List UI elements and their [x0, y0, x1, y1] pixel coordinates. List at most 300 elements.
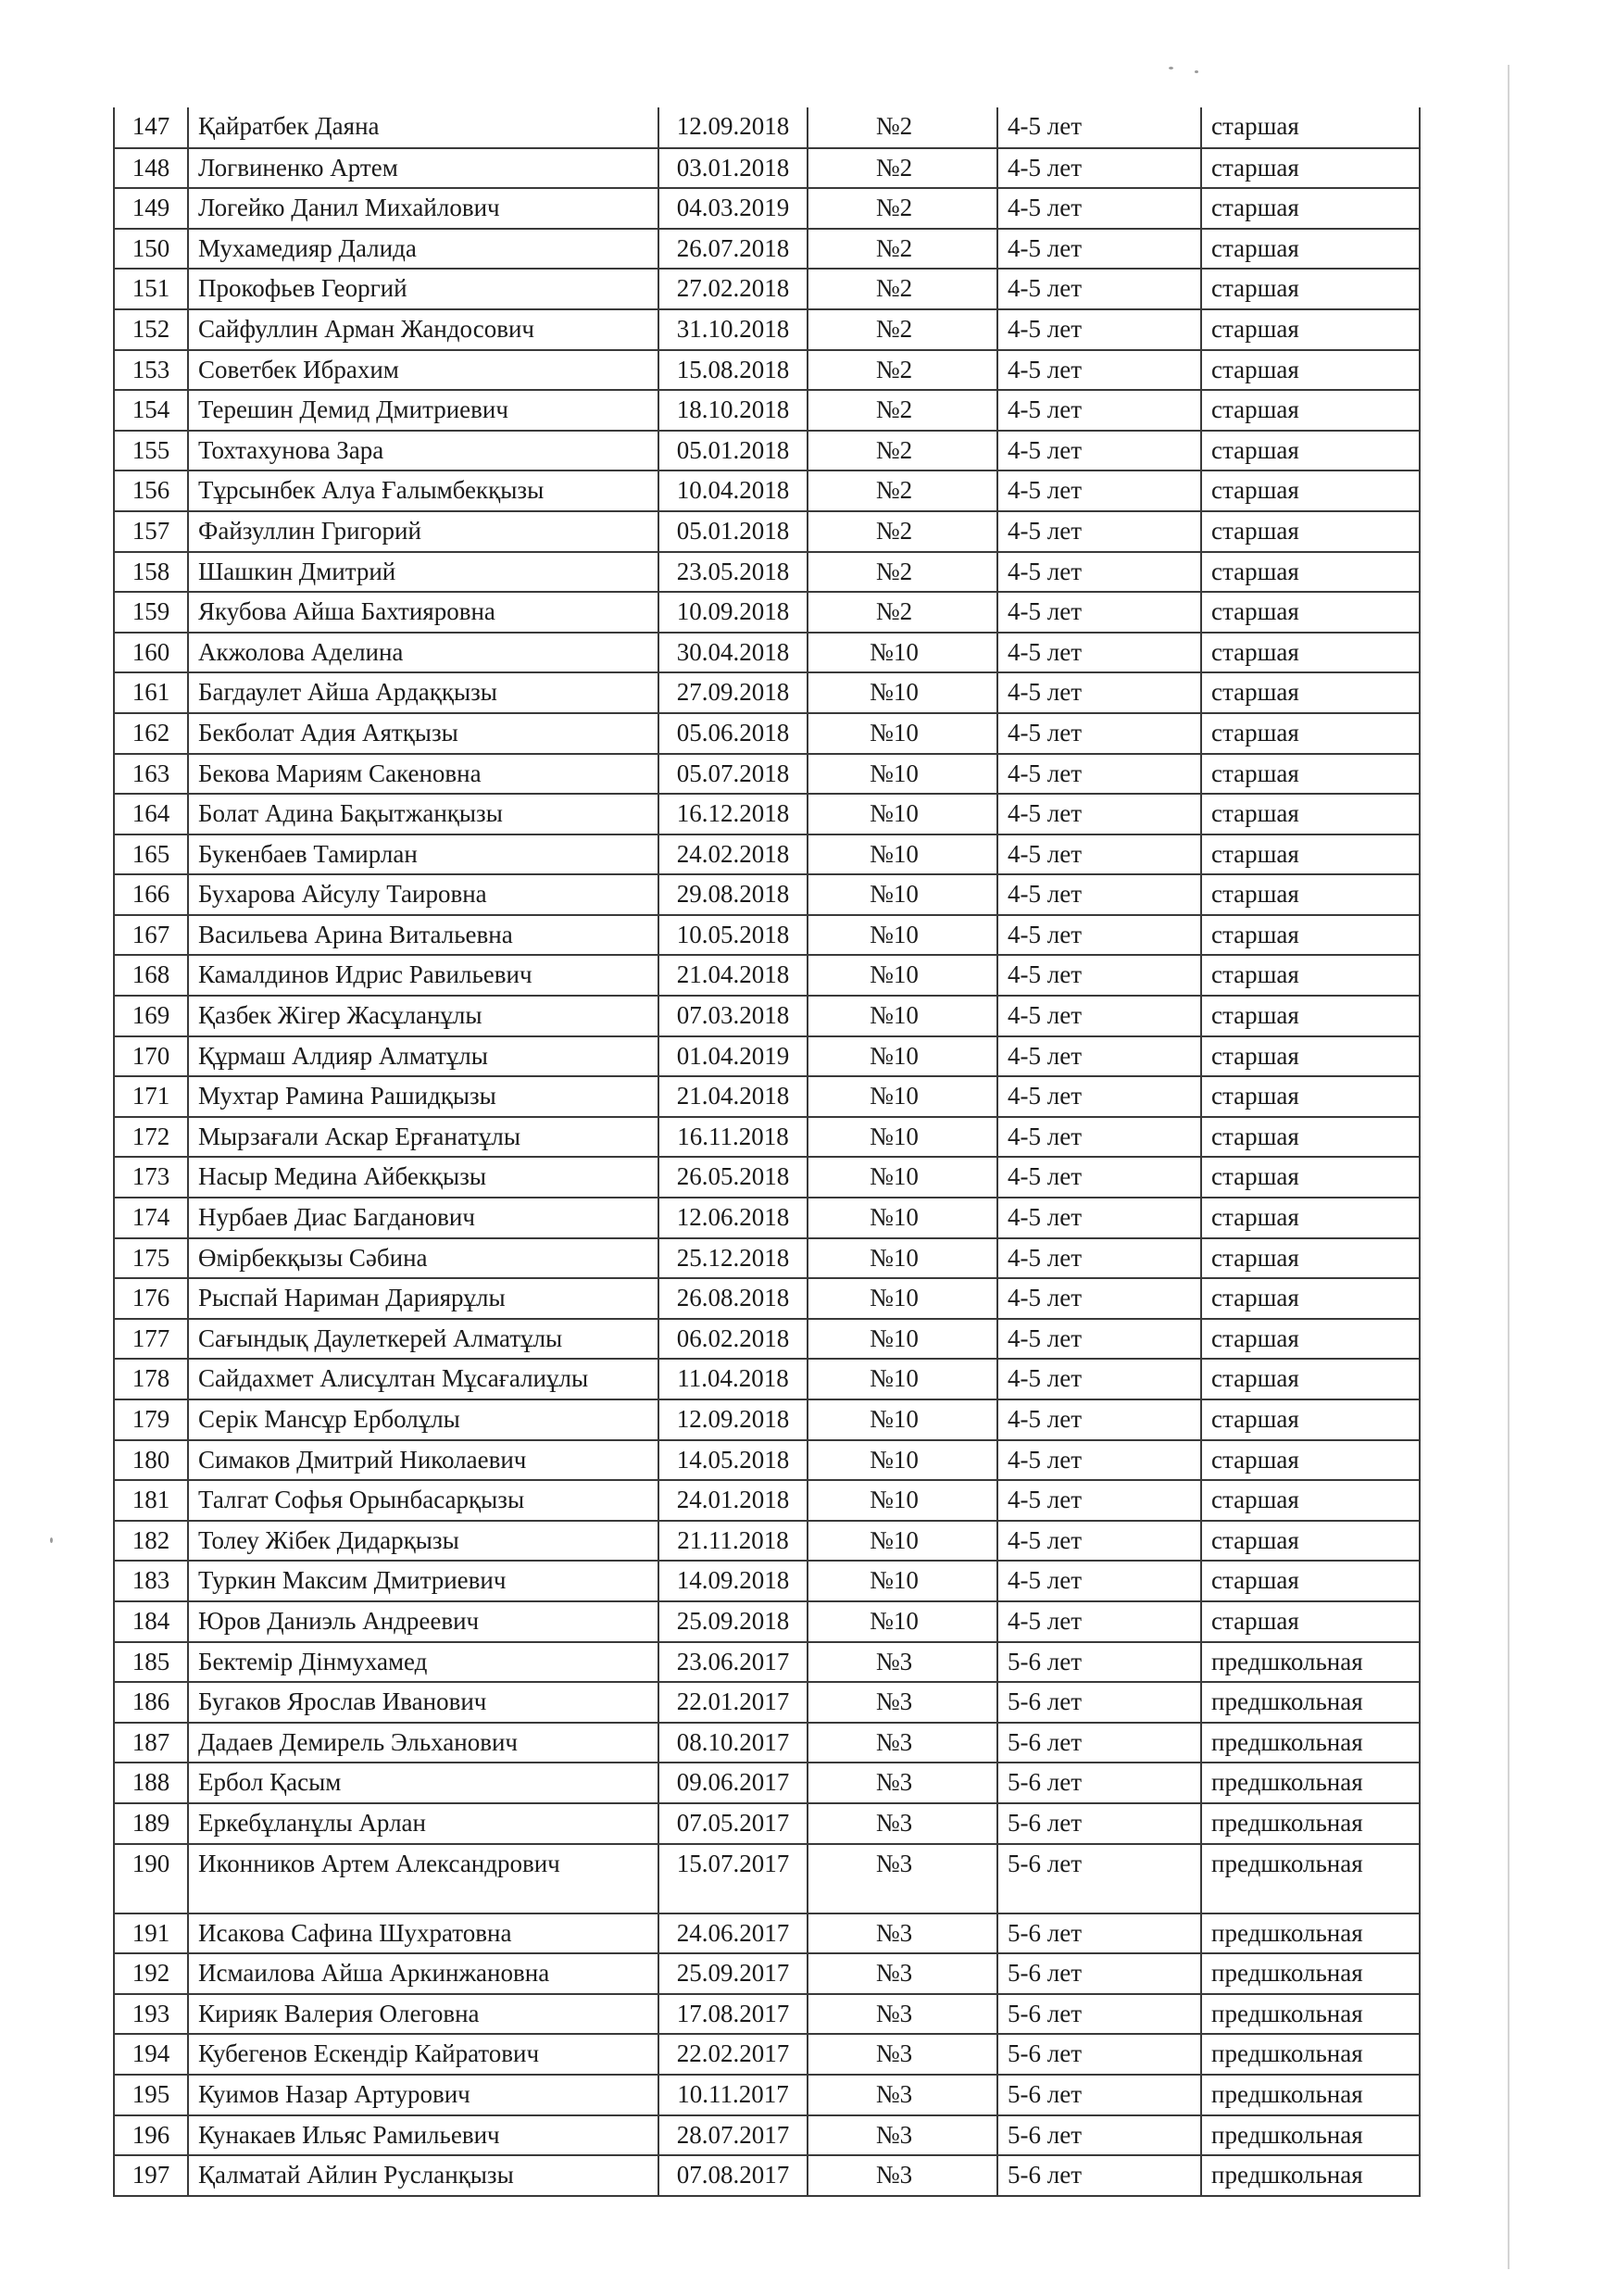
age-range: 4-5 лет [997, 1238, 1201, 1279]
birth-date: 21.04.2018 [658, 955, 808, 996]
group-number: №10 [808, 1561, 997, 1601]
child-name: Бугаков Ярослав Иванович [188, 1682, 658, 1723]
group-number: №2 [808, 592, 997, 633]
birth-date: 27.02.2018 [658, 269, 808, 309]
table-row [114, 1076, 1420, 1117]
child-name: Кунакаев Ильяс Рамильевич [188, 2115, 658, 2156]
row-number: 183 [114, 1561, 188, 1601]
row-number: 148 [114, 148, 188, 189]
row-number: 196 [114, 2115, 188, 2156]
child-name: Өмірбекқызы Сәбина [188, 1238, 658, 1279]
birth-date: 07.08.2017 [658, 2155, 808, 2196]
group-number: №3 [808, 1844, 997, 1913]
age-range: 4-5 лет [997, 1601, 1201, 1642]
child-name: Мухтар Рамина Рашидқызы [188, 1076, 658, 1117]
age-range: 4-5 лет [997, 309, 1201, 350]
table-row [114, 1601, 1420, 1642]
child-name: Сағындық Даулеткерей Алматұлы [188, 1319, 658, 1360]
age-range: 4-5 лет [997, 754, 1201, 795]
group-level: предшкольная [1201, 2075, 1420, 2115]
group-level: старшая [1201, 874, 1420, 915]
birth-date: 12.09.2018 [658, 107, 808, 148]
table-row [114, 1117, 1420, 1158]
birth-date: 10.04.2018 [658, 470, 808, 511]
birth-date: 08.10.2017 [658, 1723, 808, 1763]
group-number: №10 [808, 1319, 997, 1360]
birth-date: 28.07.2017 [658, 2115, 808, 2156]
table-row [114, 431, 1420, 471]
group-number: №2 [808, 350, 997, 391]
group-level: старшая [1201, 834, 1420, 875]
child-name: Логвиненко Артем [188, 148, 658, 189]
table-row [114, 269, 1420, 309]
child-name: Багдаулет Айша Ардаққызы [188, 672, 658, 713]
group-level: старшая [1201, 1278, 1420, 1319]
group-number: №10 [808, 1359, 997, 1399]
row-number: 154 [114, 390, 188, 431]
child-name: Дадаев Демирель Эльханович [188, 1723, 658, 1763]
birth-date: 24.02.2018 [658, 834, 808, 875]
table-row [114, 633, 1420, 673]
age-range: 5-6 лет [997, 1953, 1201, 1994]
group-level: предшкольная [1201, 1953, 1420, 1994]
age-range: 5-6 лет [997, 1803, 1201, 1844]
group-level: старшая [1201, 390, 1420, 431]
row-number: 187 [114, 1723, 188, 1763]
group-level: предшкольная [1201, 2115, 1420, 2156]
age-range: 4-5 лет [997, 1399, 1201, 1440]
group-number: №10 [808, 1238, 997, 1279]
child-name: Құрмаш Алдияр Алматұлы [188, 1036, 658, 1077]
birth-date: 05.01.2018 [658, 431, 808, 471]
group-level: старшая [1201, 1440, 1420, 1481]
group-level: старшая [1201, 672, 1420, 713]
child-name: Қазбек Жігер Жасұланұлы [188, 996, 658, 1036]
child-name: Акжолова Аделина [188, 633, 658, 673]
birth-date: 16.12.2018 [658, 794, 808, 834]
group-number: №3 [808, 1803, 997, 1844]
table-row [114, 915, 1420, 956]
row-number: 178 [114, 1359, 188, 1399]
row-number: 190 [114, 1844, 188, 1913]
age-range: 4-5 лет [997, 552, 1201, 593]
birth-date: 30.04.2018 [658, 633, 808, 673]
group-number: №3 [808, 2075, 997, 2115]
table-row [114, 2115, 1420, 2156]
birth-date: 12.09.2018 [658, 1399, 808, 1440]
birth-date: 25.09.2018 [658, 1601, 808, 1642]
age-range: 4-5 лет [997, 1036, 1201, 1077]
age-range: 4-5 лет [997, 107, 1201, 148]
group-number: №10 [808, 713, 997, 754]
age-range: 4-5 лет [997, 390, 1201, 431]
scan-speck [50, 1537, 53, 1543]
row-number: 149 [114, 188, 188, 229]
group-number: №10 [808, 794, 997, 834]
birth-date: 27.09.2018 [658, 672, 808, 713]
group-level: старшая [1201, 229, 1420, 270]
table-row [114, 754, 1420, 795]
birth-date: 01.04.2019 [658, 1036, 808, 1077]
group-level: предшкольная [1201, 2034, 1420, 2075]
table-row [114, 390, 1420, 431]
child-name: Иконников Артем Александрович [188, 1844, 658, 1913]
group-number: №2 [808, 269, 997, 309]
age-range: 5-6 лет [997, 1642, 1201, 1683]
group-number: №10 [808, 874, 997, 915]
group-level: старшая [1201, 1198, 1420, 1238]
birth-date: 21.04.2018 [658, 1076, 808, 1117]
group-number: №10 [808, 1036, 997, 1077]
birth-date: 07.05.2017 [658, 1803, 808, 1844]
child-name: Якубова Айша Бахтияровна [188, 592, 658, 633]
row-number: 159 [114, 592, 188, 633]
age-range: 4-5 лет [997, 874, 1201, 915]
group-level: старшая [1201, 915, 1420, 956]
row-number: 193 [114, 1994, 188, 2035]
child-name: Туркин Максим Дмитриевич [188, 1561, 658, 1601]
group-number: №2 [808, 107, 997, 148]
group-number: №10 [808, 1521, 997, 1562]
birth-date: 31.10.2018 [658, 309, 808, 350]
table-row [114, 350, 1420, 391]
group-number: №3 [808, 1682, 997, 1723]
child-name: Файзуллин Григорий [188, 511, 658, 552]
table-row [114, 1763, 1420, 1803]
group-level: старшая [1201, 148, 1420, 189]
group-number: №3 [808, 1994, 997, 2035]
birth-date: 15.07.2017 [658, 1844, 808, 1913]
child-name: Еркебұланұлы Арлан [188, 1803, 658, 1844]
age-range: 5-6 лет [997, 2115, 1201, 2156]
group-number: №2 [808, 188, 997, 229]
table-row [114, 672, 1420, 713]
group-level: старшая [1201, 1117, 1420, 1158]
birth-date: 11.04.2018 [658, 1359, 808, 1399]
age-range: 4-5 лет [997, 915, 1201, 956]
row-number: 161 [114, 672, 188, 713]
group-level: предшкольная [1201, 2155, 1420, 2196]
child-name: Шашкин Дмитрий [188, 552, 658, 593]
group-number: №10 [808, 1440, 997, 1481]
group-number: №10 [808, 1117, 997, 1158]
child-name: Логейко Данил Михайлович [188, 188, 658, 229]
group-level: старшая [1201, 1399, 1420, 1440]
age-range: 5-6 лет [997, 1763, 1201, 1803]
birth-date: 23.06.2017 [658, 1642, 808, 1683]
birth-date: 15.08.2018 [658, 350, 808, 391]
age-range: 4-5 лет [997, 1480, 1201, 1521]
birth-date: 23.05.2018 [658, 552, 808, 593]
row-number: 170 [114, 1036, 188, 1077]
birth-date: 21.11.2018 [658, 1521, 808, 1562]
row-number: 166 [114, 874, 188, 915]
age-range: 4-5 лет [997, 794, 1201, 834]
row-number: 192 [114, 1953, 188, 1994]
child-name: Исакова Сафина Шухратовна [188, 1913, 658, 1954]
group-number: №10 [808, 754, 997, 795]
age-range: 4-5 лет [997, 350, 1201, 391]
group-number: №2 [808, 552, 997, 593]
age-range: 4-5 лет [997, 592, 1201, 633]
birth-date: 04.03.2019 [658, 188, 808, 229]
birth-date: 05.01.2018 [658, 511, 808, 552]
age-range: 4-5 лет [997, 955, 1201, 996]
birth-date: 17.08.2017 [658, 1994, 808, 2035]
age-range: 4-5 лет [997, 1440, 1201, 1481]
group-number: №3 [808, 2115, 997, 2156]
group-level: старшая [1201, 1561, 1420, 1601]
child-name: Камалдинов Идрис Равильевич [188, 955, 658, 996]
birth-date: 26.05.2018 [658, 1157, 808, 1198]
table-row [114, 592, 1420, 633]
group-level: старшая [1201, 633, 1420, 673]
group-level: старшая [1201, 1480, 1420, 1521]
age-range: 5-6 лет [997, 1844, 1201, 1913]
child-name: Терешин Демид Дмитриевич [188, 390, 658, 431]
child-name: Тұрсынбек Алуа Ғалымбекқызы [188, 470, 658, 511]
group-number: №3 [808, 2034, 997, 2075]
children-roster-table [113, 107, 1421, 2197]
child-name: Тохтахунова Зара [188, 431, 658, 471]
table-row [114, 1642, 1420, 1683]
table-row [114, 1844, 1420, 1913]
group-number: №10 [808, 1076, 997, 1117]
table-row [114, 713, 1420, 754]
table-row [114, 1480, 1420, 1521]
child-name: Советбек Ибрахим [188, 350, 658, 391]
table-row [114, 1238, 1420, 1279]
group-level: старшая [1201, 470, 1420, 511]
child-name: Толеу Жібек Дидарқызы [188, 1521, 658, 1562]
roster-body [114, 107, 1420, 2196]
age-range: 5-6 лет [997, 2075, 1201, 2115]
table-row [114, 1682, 1420, 1723]
table-row [114, 874, 1420, 915]
row-number: 168 [114, 955, 188, 996]
birth-date: 05.07.2018 [658, 754, 808, 795]
group-level: предшкольная [1201, 1723, 1420, 1763]
birth-date: 26.07.2018 [658, 229, 808, 270]
row-number: 177 [114, 1319, 188, 1360]
row-number: 165 [114, 834, 188, 875]
child-name: Талгат Софья Орынбасарқызы [188, 1480, 658, 1521]
age-range: 4-5 лет [997, 1359, 1201, 1399]
group-number: №10 [808, 1601, 997, 1642]
table-row [114, 1036, 1420, 1077]
group-level: старшая [1201, 1076, 1420, 1117]
row-number: 162 [114, 713, 188, 754]
group-level: старшая [1201, 309, 1420, 350]
group-number: №10 [808, 1480, 997, 1521]
row-number: 179 [114, 1399, 188, 1440]
child-name: Кирияк Валерия Олеговна [188, 1994, 658, 2035]
table-row [114, 188, 1420, 229]
row-number: 184 [114, 1601, 188, 1642]
row-number: 160 [114, 633, 188, 673]
child-name: Сайфуллин Арман Жандосович [188, 309, 658, 350]
age-range: 4-5 лет [997, 1117, 1201, 1158]
birth-date: 22.01.2017 [658, 1682, 808, 1723]
age-range: 5-6 лет [997, 1682, 1201, 1723]
birth-date: 03.01.2018 [658, 148, 808, 189]
birth-date: 25.09.2017 [658, 1953, 808, 1994]
group-level: предшкольная [1201, 1844, 1420, 1913]
table-row [114, 309, 1420, 350]
row-number: 153 [114, 350, 188, 391]
age-range: 4-5 лет [997, 1198, 1201, 1238]
child-name: Бекова Мариям Сакеновна [188, 754, 658, 795]
child-name: Насыр Медина Айбекқызы [188, 1157, 658, 1198]
birth-date: 24.06.2017 [658, 1913, 808, 1954]
row-number: 155 [114, 431, 188, 471]
row-number: 164 [114, 794, 188, 834]
birth-date: 24.01.2018 [658, 1480, 808, 1521]
row-number: 189 [114, 1803, 188, 1844]
child-name: Прокофьев Георгий [188, 269, 658, 309]
age-range: 5-6 лет [997, 1913, 1201, 1954]
group-number: №2 [808, 229, 997, 270]
age-range: 5-6 лет [997, 2155, 1201, 2196]
birth-date: 26.08.2018 [658, 1278, 808, 1319]
group-number: №10 [808, 1157, 997, 1198]
group-level: старшая [1201, 955, 1420, 996]
row-number: 175 [114, 1238, 188, 1279]
row-number: 191 [114, 1913, 188, 1954]
birth-date: 06.02.2018 [658, 1319, 808, 1360]
group-level: предшкольная [1201, 1994, 1420, 2035]
table-row [114, 1723, 1420, 1763]
group-number: №2 [808, 390, 997, 431]
group-number: №2 [808, 148, 997, 189]
group-level: старшая [1201, 713, 1420, 754]
group-level: старшая [1201, 1036, 1420, 1077]
group-number: №3 [808, 1763, 997, 1803]
group-level: старшая [1201, 431, 1420, 471]
table-row [114, 148, 1420, 189]
row-number: 167 [114, 915, 188, 956]
row-number: 152 [114, 309, 188, 350]
row-number: 182 [114, 1521, 188, 1562]
age-range: 4-5 лет [997, 269, 1201, 309]
table-row [114, 996, 1420, 1036]
age-range: 5-6 лет [997, 2034, 1201, 2075]
group-level: старшая [1201, 1601, 1420, 1642]
birth-date: 22.02.2017 [658, 2034, 808, 2075]
age-range: 4-5 лет [997, 1319, 1201, 1360]
group-number: №10 [808, 955, 997, 996]
child-name: Сайдахмет Алисұлтан Мұсағалиұлы [188, 1359, 658, 1399]
group-level: предшкольная [1201, 1803, 1420, 1844]
birth-date: 18.10.2018 [658, 390, 808, 431]
child-name: Болат Адина Бақытжанқызы [188, 794, 658, 834]
age-range: 4-5 лет [997, 470, 1201, 511]
child-name: Рыспай Нариман Дариярұлы [188, 1278, 658, 1319]
group-level: старшая [1201, 794, 1420, 834]
row-number: 174 [114, 1198, 188, 1238]
child-name: Қалматай Айлин Русланқызы [188, 2155, 658, 2196]
scan-speck [1195, 70, 1198, 73]
row-number: 169 [114, 996, 188, 1036]
birth-date: 25.12.2018 [658, 1238, 808, 1279]
row-number: 185 [114, 1642, 188, 1683]
age-range: 4-5 лет [997, 148, 1201, 189]
age-range: 4-5 лет [997, 229, 1201, 270]
group-number: №2 [808, 309, 997, 350]
table-row [114, 1157, 1420, 1198]
birth-date: 10.11.2017 [658, 2075, 808, 2115]
child-name: Мырзағали Аскар Ерғанатұлы [188, 1117, 658, 1158]
child-name: Исмаилова Айша Аркинжановна [188, 1953, 658, 1994]
group-number: №10 [808, 633, 997, 673]
birth-date: 14.09.2018 [658, 1561, 808, 1601]
age-range: 4-5 лет [997, 511, 1201, 552]
group-level: старшая [1201, 1521, 1420, 1562]
group-number: №10 [808, 672, 997, 713]
row-number: 156 [114, 470, 188, 511]
table-row [114, 1399, 1420, 1440]
group-level: старшая [1201, 552, 1420, 593]
row-number: 147 [114, 107, 188, 148]
child-name: Ербол Қасым [188, 1763, 658, 1803]
row-number: 151 [114, 269, 188, 309]
row-number: 171 [114, 1076, 188, 1117]
group-level: старшая [1201, 1359, 1420, 1399]
group-number: №3 [808, 1723, 997, 1763]
age-range: 5-6 лет [997, 1723, 1201, 1763]
birth-date: 07.03.2018 [658, 996, 808, 1036]
row-number: 163 [114, 754, 188, 795]
birth-date: 14.05.2018 [658, 1440, 808, 1481]
group-level: предшкольная [1201, 1913, 1420, 1954]
row-number: 157 [114, 511, 188, 552]
age-range: 5-6 лет [997, 1994, 1201, 2035]
group-number: №10 [808, 1399, 997, 1440]
group-number: №2 [808, 431, 997, 471]
table-row [114, 1803, 1420, 1844]
group-number: №3 [808, 1642, 997, 1683]
row-number: 181 [114, 1480, 188, 1521]
row-number: 186 [114, 1682, 188, 1723]
row-number: 173 [114, 1157, 188, 1198]
group-level: старшая [1201, 350, 1420, 391]
group-number: №10 [808, 996, 997, 1036]
table-row [114, 470, 1420, 511]
table-row [114, 834, 1420, 875]
group-number: №10 [808, 915, 997, 956]
child-name: Нурбаев Диас Багданович [188, 1198, 658, 1238]
group-level: старшая [1201, 107, 1420, 148]
birth-date: 29.08.2018 [658, 874, 808, 915]
age-range: 4-5 лет [997, 713, 1201, 754]
age-range: 4-5 лет [997, 188, 1201, 229]
birth-date: 10.05.2018 [658, 915, 808, 956]
birth-date: 10.09.2018 [658, 592, 808, 633]
group-number: №3 [808, 1953, 997, 1994]
group-level: предшкольная [1201, 1763, 1420, 1803]
table-row [114, 511, 1420, 552]
table-row [114, 1319, 1420, 1360]
group-number: №10 [808, 1278, 997, 1319]
row-number: 158 [114, 552, 188, 593]
group-level: старшая [1201, 1238, 1420, 1279]
birth-date: 16.11.2018 [658, 1117, 808, 1158]
child-name: Мухамедияр Далида [188, 229, 658, 270]
group-level: старшая [1201, 1319, 1420, 1360]
child-name: Қайратбек Даяна [188, 107, 658, 148]
table-row [114, 794, 1420, 834]
row-number: 172 [114, 1117, 188, 1158]
